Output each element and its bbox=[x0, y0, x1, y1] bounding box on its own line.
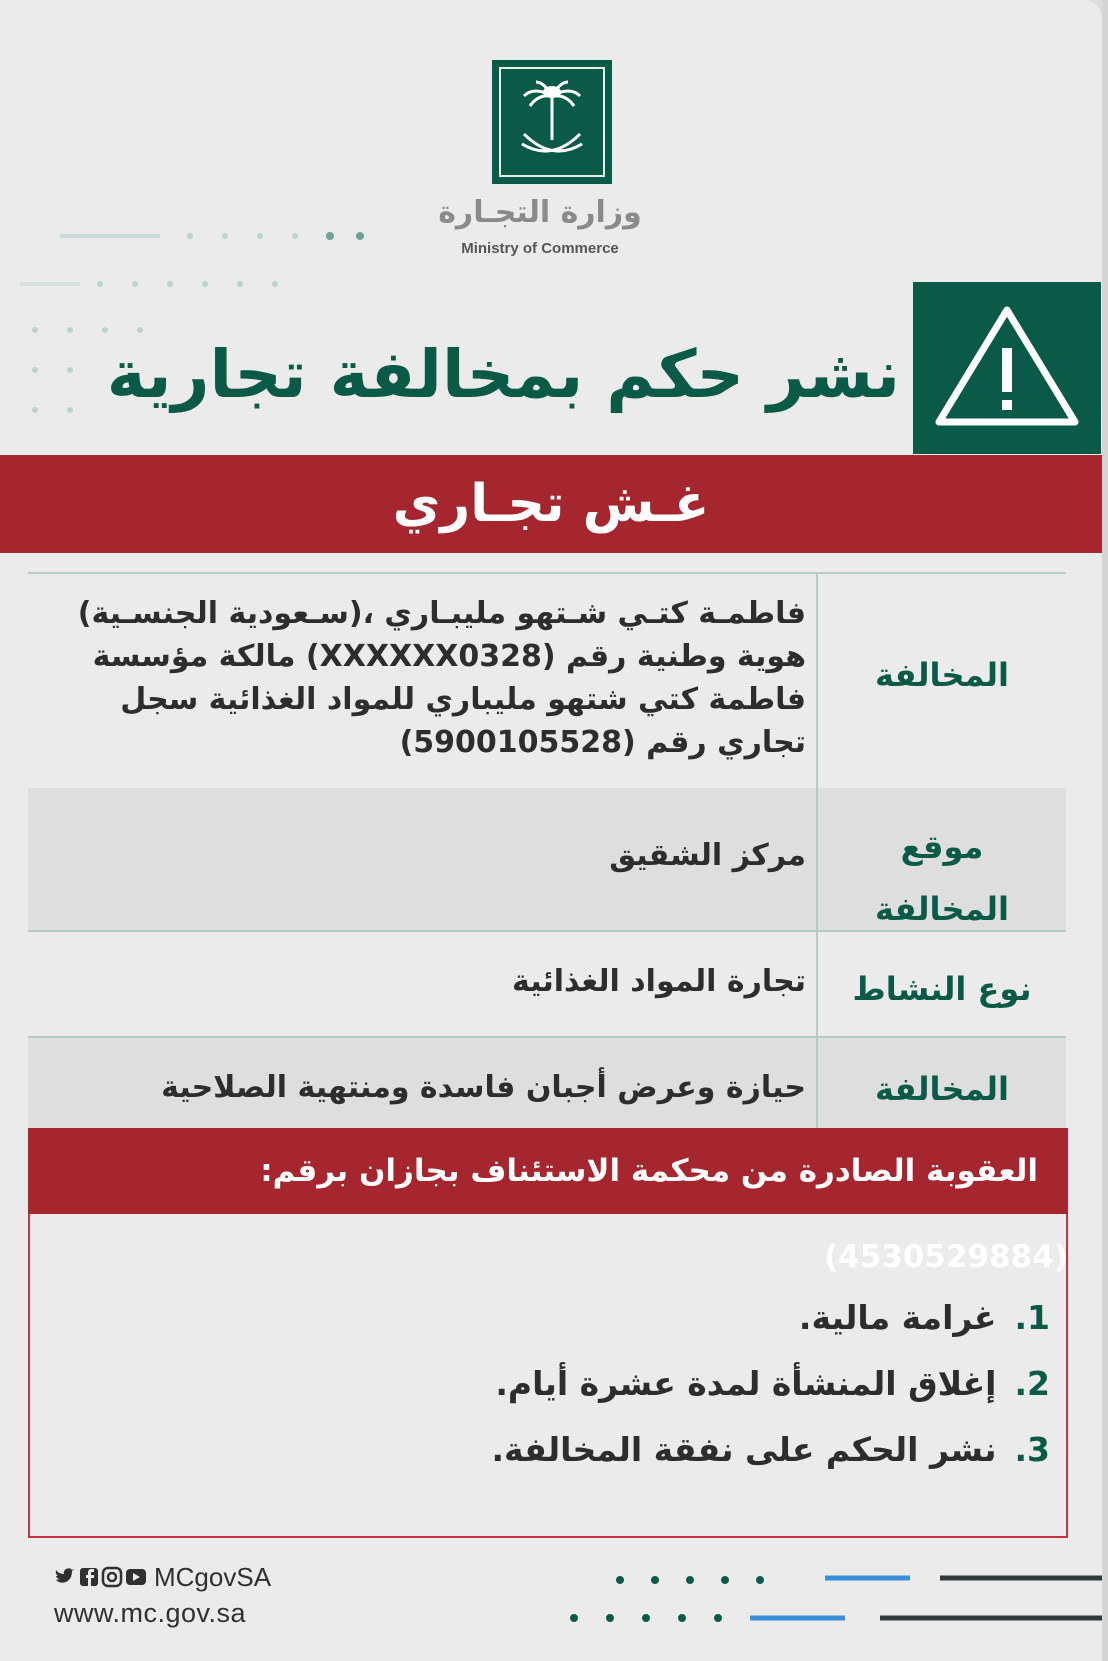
penalty-item bbox=[60, 1364, 1050, 1403]
penalty-item-number: 3. bbox=[1014, 1430, 1050, 1469]
ministry-name-arabic: وزارة التجـارة bbox=[438, 195, 642, 230]
violation-label: المخالفة bbox=[875, 1070, 1009, 1108]
instagram-icon bbox=[103, 1568, 121, 1586]
violator-label: المخالفة bbox=[875, 656, 1009, 694]
violation-value: حيازة وعرض أجبان فاسدة ومنتهية الصلاحية bbox=[161, 1070, 806, 1105]
social-icons bbox=[54, 1564, 146, 1595]
penalty-item-text: نشر الحكم على نفقة المخالفة. bbox=[491, 1430, 997, 1469]
location-label: موقع المخالفة bbox=[875, 828, 1009, 928]
violation-type-banner: غـش تجـاري bbox=[0, 455, 1102, 553]
column-separator bbox=[816, 788, 818, 930]
activity-label: نوع النشاط bbox=[852, 970, 1032, 1008]
penalty-item bbox=[60, 1430, 1050, 1469]
table-row-violation bbox=[28, 1038, 1066, 1128]
table-row-activity bbox=[28, 932, 1066, 1038]
table-row-violator bbox=[28, 572, 1066, 790]
warning-icon bbox=[913, 282, 1101, 454]
website-url: www.mc.gov.sa bbox=[54, 1598, 247, 1628]
location-value: مركز الشقيق bbox=[609, 838, 806, 873]
ministry-name-english: Ministry of Commerce bbox=[461, 240, 619, 257]
table-row-location bbox=[28, 788, 1066, 932]
penalty-item-number: 2. bbox=[1014, 1364, 1050, 1403]
social-handle-text: MCgovSA bbox=[154, 1562, 272, 1592]
youtube-icon bbox=[126, 1569, 146, 1585]
decorative-dots-bottom bbox=[560, 1568, 1102, 1648]
twitter-icon bbox=[56, 1568, 75, 1582]
warning-badge bbox=[913, 282, 1101, 454]
facebook-icon bbox=[80, 1568, 98, 1586]
penalty-item bbox=[60, 1298, 1050, 1337]
violator-value: فاطمـة كتـي شـتهو مليبـاري ،(سـعودية الجنسـية) هوية وطنية رقم (XXXXXX0328) مالكة مؤسسة فاطمة كتي شتهو مليباري للمواد الغذائية سجل تجاري رقم (5900105528) bbox=[77, 596, 806, 760]
penalty-item-number: 1. bbox=[1014, 1298, 1050, 1337]
page-edge bbox=[1102, 0, 1108, 1661]
penalty-item-text: إغلاق المنشأة لمدة عشرة أيام. bbox=[495, 1364, 997, 1403]
penalty-item-text: غرامة مالية. bbox=[798, 1298, 997, 1337]
saudi-emblem-logo bbox=[492, 60, 612, 184]
activity-value: تجارة المواد الغذائية bbox=[512, 964, 806, 999]
penalty-heading-text: العقوبة الصادرة من محكمة الاستئناف بجازان برقم: (4530529884) bbox=[260, 1153, 1068, 1275]
social-handle bbox=[54, 1562, 271, 1595]
page-title: نشر حكم بمخالفة تجارية bbox=[106, 336, 900, 413]
penalty-heading bbox=[28, 1128, 1068, 1275]
